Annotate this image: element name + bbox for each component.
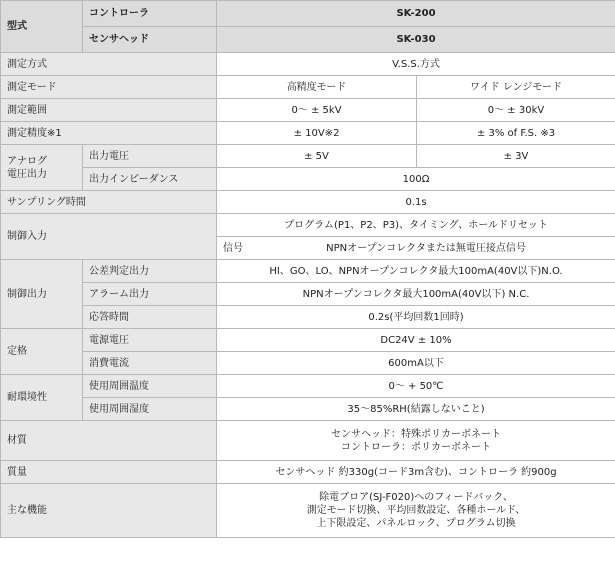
row-supply-voltage [1,329,615,352]
signal-value: NPNオープンコレクタまたは無電圧接点信号 [326,242,526,254]
material-line1: センサヘッド：特殊ポリカーボネート [331,428,501,440]
row-weight [1,461,615,484]
control-input-value: プログラム(P1、P2、P3)、タイミング、ホールドリセット [217,214,615,237]
row-functions [1,484,615,538]
row-current [1,352,615,375]
controller-label: コントローラ [83,1,217,27]
model-label: 型式 [1,1,83,53]
row-material [1,421,615,461]
sampling-label: サンプリング時間 [1,191,217,214]
row-analog-impedance [1,168,615,191]
accuracy-wide: ± 3% of F.S. ※3 [417,122,615,145]
row-response-time [1,306,615,329]
method-value: V.S.S.方式 [217,53,615,76]
supply-voltage-value: DC24V ± 10% [217,329,615,352]
analog-group-line1: アナログ [7,155,47,167]
current-label: 消費電流 [83,352,217,375]
row-alarm-output [1,283,615,306]
analog-group-line2: 電圧出力 [7,168,47,180]
method-label: 測定方式 [1,53,217,76]
control-signal-value [217,237,615,260]
functions-label: 主な機能 [1,484,217,538]
header-row-controller [1,1,615,27]
alarm-output-value: NPNオープンコレクタ最大100mA(40V以下) N.C. [217,283,615,306]
alarm-output-label: アラーム出力 [83,283,217,306]
header-row-sensor [1,27,615,53]
functions-line3: 上下限設定、パネルロック、プログラム切換 [316,518,516,529]
row-temperature [1,375,615,398]
row-analog-voltage [1,145,615,168]
sampling-value: 0.1s [217,191,615,214]
analog-group-label [1,145,83,191]
temperature-value: 0～ + 50℃ [217,375,615,398]
signal-label: 信号 [223,242,243,254]
range-label: 測定範囲 [1,99,217,122]
functions-line1: 除電ブロア(SJ-F020)へのフィードバック、 [319,492,513,503]
functions-line2: 測定モード切換、平均回数設定、各種ホールド、 [306,505,526,516]
environment-label: 耐環境性 [1,375,83,421]
mode-high: 高精度モード [217,76,417,99]
material-value [217,421,615,461]
range-wide: 0～ ± 30kV [417,99,615,122]
humidity-value: 35～85%RH(結露しないこと) [217,398,615,421]
response-time-value: 0.2s(平均回数1回時) [217,306,615,329]
row-control-input [1,214,615,237]
response-time-label: 応答時間 [83,306,217,329]
rating-label: 定格 [1,329,83,375]
controller-model: SK-200 [217,1,615,27]
mode-label: 測定モード [1,76,217,99]
control-output-label: 制御出力 [1,260,83,329]
judge-output-label: 公差判定出力 [83,260,217,283]
output-voltage-wide: ± 3V [417,145,615,168]
row-mode [1,76,615,99]
judge-output-value: HI、GO、LO、NPNオープンコレクタ最大100mA(40V以下)N.O. [217,260,615,283]
output-impedance-value: 100Ω [217,168,615,191]
material-label: 材質 [1,421,217,461]
temperature-label: 使用周囲温度 [83,375,217,398]
functions-value [217,484,615,538]
weight-label: 質量 [1,461,217,484]
accuracy-high: ± 10V※2 [217,122,417,145]
sensor-label: センサヘッド [83,27,217,53]
output-voltage-high: ± 5V [217,145,417,168]
weight-value: センサヘッド 約330g(コード3m含む)、コントローラ 約900g [217,461,615,484]
row-judge-output [1,260,615,283]
current-value: 600mA以下 [217,352,615,375]
accuracy-label: 測定精度※1 [1,122,217,145]
material-line2: コントローラ：ポリカーボネート [341,441,491,453]
output-impedance-label: 出力インピーダンス [83,168,217,191]
supply-voltage-label: 電源電圧 [83,329,217,352]
sensor-model: SK-030 [217,27,615,53]
row-accuracy [1,122,615,145]
row-range [1,99,615,122]
output-voltage-label: 出力電圧 [83,145,217,168]
humidity-label: 使用周囲湿度 [83,398,217,421]
mode-wide: ワイド レンジモード [417,76,615,99]
row-sampling [1,191,615,214]
row-method [1,53,615,76]
row-humidity [1,398,615,421]
control-input-label: 制御入力 [1,214,217,260]
range-high: 0～ ± 5kV [217,99,417,122]
